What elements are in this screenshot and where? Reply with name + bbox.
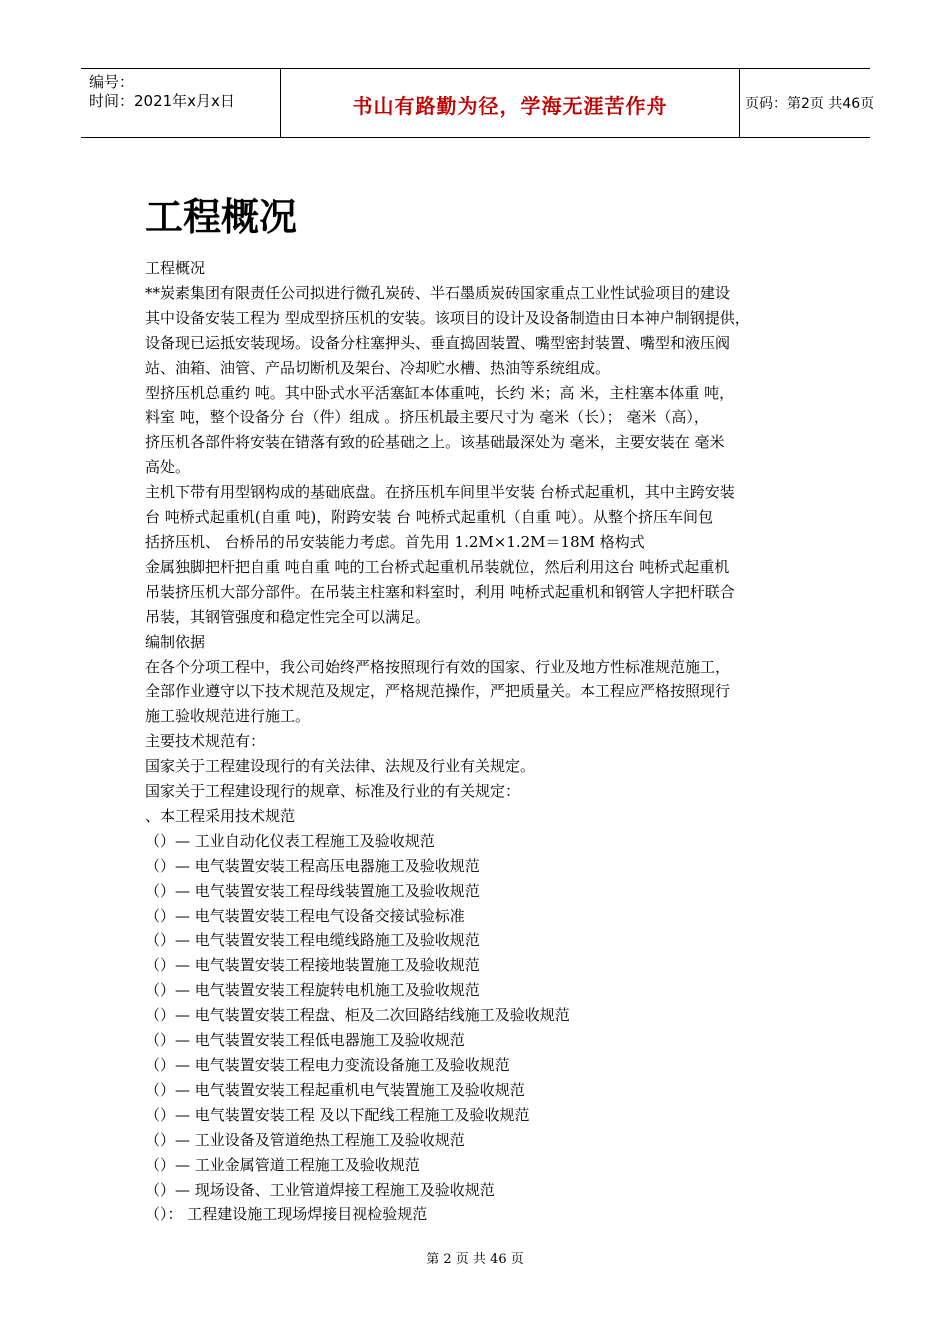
body-line: 台 吨桥式起重机(自重 吨)，附跨安装 台 吨桥式起重机（自重 吨）。从整个挤压车间包 (145, 508, 714, 527)
body-line: （）： 工程建设施工现场焊接目视检验规范 (145, 1205, 428, 1224)
body-line: （）— 电气装置安装工程电力变流设备施工及验收规范 (145, 1056, 510, 1074)
body-line: 金属独脚把杆把自重 吨自重 吨的工台桥式起重机吊装就位，然后利用这台 吨桥式起重机 (145, 557, 730, 576)
header-page-cell (739, 69, 875, 137)
body-line: 全部作业遵守以下技术规范及规定，严格规范操作，严把质量关。本工程应严格按照现行 (145, 682, 731, 701)
document-body (145, 256, 815, 1227)
body-line: （）— 电气装置安装工程电缆线路施工及验收规范 (145, 931, 480, 950)
header-meta-cell (81, 69, 280, 137)
body-line: （）— 电气装置安装工程电气设备交接试验标准 (145, 906, 465, 925)
body-line: （）— 电气装置安装工程接地装置施工及验收规范 (145, 956, 480, 975)
motto-text: 书山有路勤为径，学海无涯苦作舟 (352, 94, 668, 118)
body-line: 主要技术规范有： (145, 732, 266, 751)
body-line: **炭素集团有限责任公司拟进行微孔炭砖、半石墨质炭砖国家重点工业性试验项目的建设 (145, 283, 731, 302)
body-line: 国家关于工程建设现行的规章、标准及行业的有关规定： (145, 782, 521, 801)
body-line: （）— 电气装置安装工程低电器施工及验收规范 (145, 1031, 465, 1050)
body-line: 工程概况 (145, 259, 206, 277)
document-title: 工程概况 (145, 195, 298, 239)
body-line: 、本工程采用技术规范 (145, 806, 296, 825)
body-line: 国家关于工程建设现行的有关法律、法规及行业有关规定。 (145, 757, 536, 776)
body-line: （）— 电气装置安装工程高压电器施工及验收规范 (145, 856, 480, 875)
body-line: 主机下带有用型钢构成的基础底盘。在挤压机车间里半安装 台桥式起重机，其中主跨安装 (145, 483, 735, 502)
body-line: （）— 工业设备及管道绝热工程施工及验收规范 (145, 1130, 465, 1149)
body-line: （）— 电气装置安装工程 及以下配线工程施工及验收规范 (145, 1105, 530, 1124)
body-line: 括挤压机、 台桥吊的吊安装能力考虑。首先用 1.2M×1.2M＝18M 格构式 (145, 532, 645, 551)
body-line: 型挤压机总重约 吨。其中卧式水平活塞缸本体重吨，长约 米；高 米，主柱塞本体重 吨， (145, 383, 735, 402)
body-line: 料室 吨，整个设备分 台（件）组成 。挤压机最主要尺寸为 毫米（长）； 毫米（高）， (145, 408, 709, 427)
page-code: 页码：第2页 共46页 (745, 96, 875, 112)
body-line: 挤压机各部件将安装在错落有致的砼基础之上。该基础最深处为 毫米，主要安装在 毫米 (145, 433, 725, 452)
header-motto-cell (280, 69, 740, 137)
body-line: （）— 工业金属管道工程施工及验收规范 (145, 1155, 420, 1174)
body-line: 在各个分项工程中，我公司始终严格按照现行有效的国家、行业及地方性标准规范施工， (145, 657, 731, 676)
body-line: 站、油箱、油管、产品切断机及架台、冷却贮水槽、热油等系统组成。 (145, 358, 611, 377)
body-line: （）— 电气装置安装工程盘、柜及二次回路结线施工及验收规范 (145, 1006, 570, 1025)
page-header (81, 68, 875, 138)
body-line: 高处。 (145, 458, 191, 477)
number-label: 编号： (89, 73, 135, 91)
page-footer: 第 2 页 共 46 页 (426, 1252, 524, 1267)
body-line: 施工验收规范进行施工。 (145, 707, 311, 726)
body-line: （）— 电气装置安装工程母线装置施工及验收规范 (145, 881, 480, 900)
body-line: （）— 电气装置安装工程起重机电气装置施工及验收规范 (145, 1080, 525, 1099)
body-line: （）— 工业自动化仪表工程施工及验收规范 (145, 831, 435, 850)
body-line: 设备现已运抵安装现场。设备分柱塞押头、垂直捣固装置、嘴型密封装置、嘴型和液压阀 (145, 333, 731, 352)
body-line: 其中设备安装工程为 型成型挤压机的安装。该项目的设计及设备制造由日本神户制钢提供， (145, 308, 750, 327)
body-line: （）— 电气装置安装工程旋转电机施工及验收规范 (145, 981, 480, 1000)
time-label: 时间：2021年x月x日 (89, 92, 235, 110)
body-line: 吊装，其钢管强度和稳定性完全可以满足。 (145, 607, 431, 626)
body-line: 编制依据 (145, 632, 206, 651)
body-line: 吊装挤压机大部分部件。在吊装主柱塞和料室时，利用 吨桥式起重机和钢管人字把杆联合 (145, 582, 735, 601)
body-line: （）— 现场设备、工业管道焊接工程施工及验收规范 (145, 1180, 495, 1199)
